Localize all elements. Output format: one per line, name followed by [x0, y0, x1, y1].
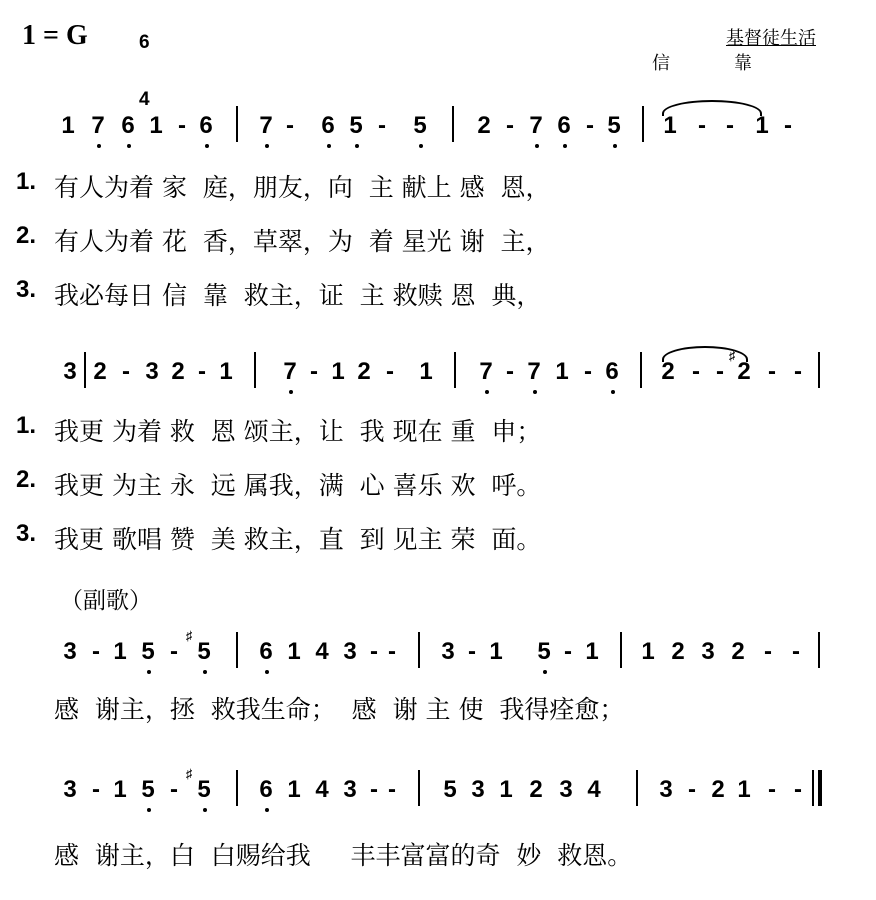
barline [236, 632, 238, 668]
note: 6 [602, 352, 622, 392]
dash: - [286, 112, 294, 139]
lyric-text: 感 谢主，白 白赐给我 丰丰富富的奇 妙 救恩。 [54, 841, 633, 870]
notation-row-2 [0, 348, 876, 392]
verse-number: 2. [16, 466, 37, 493]
note: 2 [529, 776, 543, 803]
sharp-icon: ♯ [729, 348, 736, 363]
note: 1 [499, 776, 513, 803]
credit-subtitle: 信靠 [652, 53, 816, 74]
dash: - [688, 776, 696, 803]
note: 1 [219, 358, 233, 385]
dash: - [698, 112, 706, 139]
lyric-text: 感 谢主，拯 救我生命； 感 谢 主 使 我得痊愈； [54, 695, 625, 724]
note: 6 [118, 106, 138, 146]
note: 1 [755, 112, 769, 139]
barline [254, 352, 256, 388]
sharp-icon: ♯ [186, 766, 193, 781]
note: 1 [737, 776, 751, 803]
note: 1 [287, 776, 301, 803]
dash: - [122, 358, 130, 385]
barline [236, 770, 238, 806]
barline [640, 352, 642, 388]
barline [454, 352, 456, 388]
note: 3 [63, 358, 77, 385]
note: 7 [88, 106, 108, 146]
note: 5 [138, 770, 158, 810]
note: 3 [659, 776, 673, 803]
lyric-text: 我更 为着 救 恩 颂主，让 我 现在 重 申； [54, 417, 542, 446]
note: 5 [534, 632, 554, 672]
dash: - [794, 358, 802, 385]
time-signature-top: 6 [138, 32, 150, 53]
barline [418, 770, 420, 806]
note: 3 [63, 776, 77, 803]
dash: - [506, 358, 514, 385]
note: 1 [641, 638, 655, 665]
dash: - [794, 776, 802, 803]
dash: - [170, 776, 178, 803]
time-signature-bottom: 4 [138, 89, 150, 110]
note: 4 [587, 776, 601, 803]
note: 1 [555, 358, 569, 385]
barline [818, 352, 820, 388]
dash: - [692, 358, 700, 385]
verse-number: 1. [16, 412, 37, 439]
note: 6 [256, 632, 276, 672]
barline [642, 106, 644, 142]
dash: - [506, 112, 514, 139]
dash: - [784, 112, 792, 139]
note: 7 [256, 106, 276, 146]
note: 7 [526, 106, 546, 146]
lyric-text: 有人为着 花 香，草翠，为 着 星光 谢 主， [54, 227, 551, 256]
note: 7 [476, 352, 496, 392]
note: 5 [194, 770, 214, 810]
note: 3 [343, 776, 357, 803]
note: 3 [441, 638, 455, 665]
dash: - [768, 776, 776, 803]
note: 4 [315, 638, 329, 665]
barline [620, 632, 622, 668]
notation-row-3 [0, 628, 876, 672]
barline [84, 352, 86, 388]
lyric-text: 有人为着 家 庭，朋友，向 主 献上 感 恩， [54, 173, 551, 202]
note: 5 [604, 106, 624, 146]
credit-title: 基督徒生活 [726, 28, 816, 49]
chorus-label: （副歌） [60, 588, 152, 614]
dash: - [92, 638, 100, 665]
dash: - [170, 638, 178, 665]
barline [236, 106, 238, 142]
dash: - [764, 638, 772, 665]
final-barline-thick [818, 770, 822, 806]
note: 2 [731, 638, 745, 665]
final-barline-thin [812, 770, 814, 806]
note: 5 [443, 776, 457, 803]
note: 3 [343, 638, 357, 665]
key-signature: 1 = G [22, 20, 88, 51]
dash: - [92, 776, 100, 803]
note: 1 [489, 638, 503, 665]
note: 7 [524, 352, 544, 392]
note: 1 [113, 638, 127, 665]
note: 1 [419, 358, 433, 385]
verse-number: 1. [16, 168, 37, 195]
note: 5 [346, 106, 366, 146]
time-signature [128, 14, 150, 109]
note: 3 [471, 776, 485, 803]
dash: - [388, 776, 396, 803]
note: 2 [661, 358, 675, 385]
dash: - [388, 638, 396, 665]
note: 6 [318, 106, 338, 146]
verse-number: 3. [16, 276, 37, 303]
note: 1 [61, 112, 75, 139]
note: 4 [315, 776, 329, 803]
dash: - [716, 358, 724, 385]
lyric-text: 我更 歌唱 赞 美 救主，直 到 见主 荣 面。 [54, 525, 542, 554]
note: 6 [196, 106, 216, 146]
note: 1 [331, 358, 345, 385]
note: 2 [711, 776, 725, 803]
dash: - [584, 358, 592, 385]
verse-number: 3. [16, 520, 37, 547]
dash: - [310, 358, 318, 385]
barline [818, 632, 820, 668]
note: 3 [559, 776, 573, 803]
note: 2 [93, 358, 107, 385]
dash: - [564, 638, 572, 665]
note: 2 [477, 112, 491, 139]
verse-number: 2. [16, 222, 37, 249]
sharp-icon: ♯ [186, 628, 193, 643]
dash: - [468, 638, 476, 665]
dash: - [586, 112, 594, 139]
barline [452, 106, 454, 142]
dash: - [386, 358, 394, 385]
note: 6 [256, 770, 276, 810]
note: 1 [663, 112, 677, 139]
note: 1 [149, 112, 163, 139]
note: 3 [701, 638, 715, 665]
note: 1 [585, 638, 599, 665]
note: 1 [287, 638, 301, 665]
dash: - [378, 112, 386, 139]
dash: - [198, 358, 206, 385]
note: 2 [171, 358, 185, 385]
note: 6 [554, 106, 574, 146]
notation-row-4 [0, 766, 876, 810]
dash: - [726, 112, 734, 139]
dash: - [178, 112, 186, 139]
note: 5 [410, 106, 430, 146]
notation-row-1 [0, 106, 876, 146]
note: 2 [737, 358, 751, 385]
dash: - [768, 358, 776, 385]
dash: - [370, 776, 378, 803]
note: 5 [138, 632, 158, 672]
barline [418, 632, 420, 668]
note: 2 [671, 638, 685, 665]
note: 3 [145, 358, 159, 385]
note: 7 [280, 352, 300, 392]
note: 1 [113, 776, 127, 803]
dash: - [370, 638, 378, 665]
lyric-text: 我必每日 信 靠 救主，证 主 救赎 恩 典， [54, 281, 542, 310]
note: 5 [194, 632, 214, 672]
lyric-text: 我更 为主 永 远 属我，满 心 喜乐 欢 呼。 [54, 471, 542, 500]
dash: - [792, 638, 800, 665]
note: 2 [357, 358, 371, 385]
note: 3 [63, 638, 77, 665]
barline [636, 770, 638, 806]
